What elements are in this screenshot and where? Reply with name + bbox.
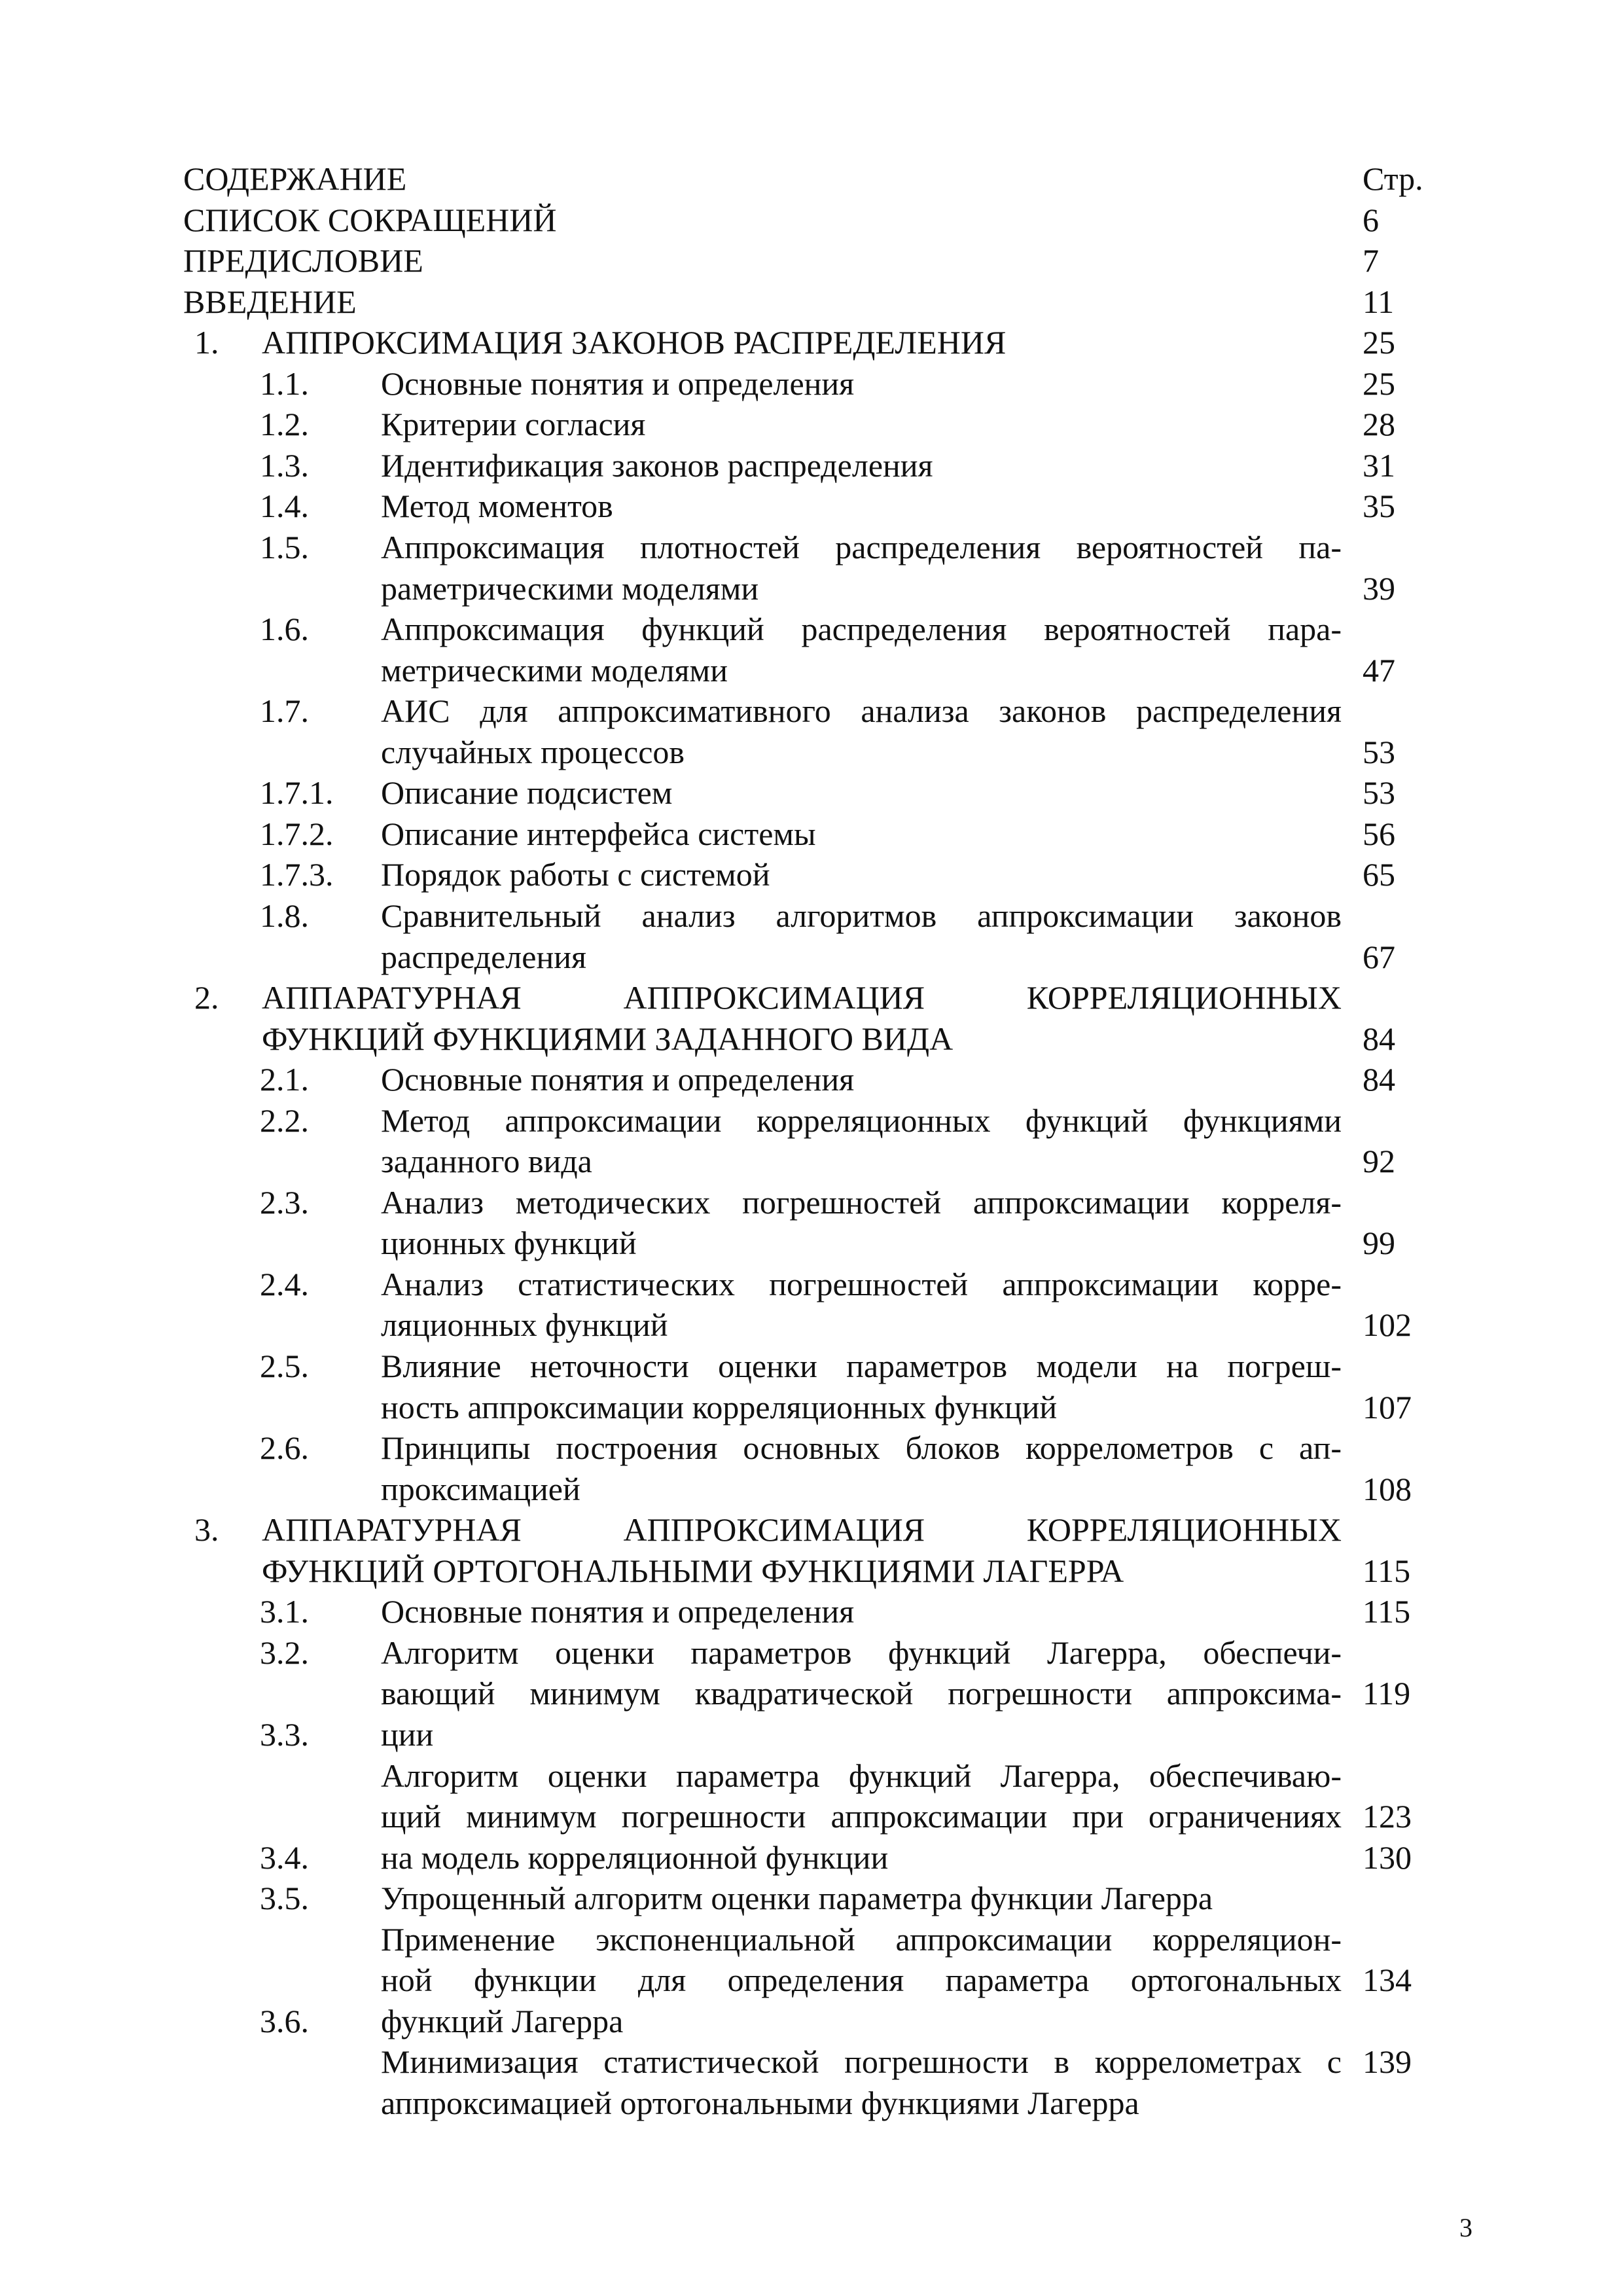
- toc-entry-title: на модель корреляционной функции: [381, 1839, 889, 1876]
- toc-entry-title: случайных процессов: [381, 733, 685, 770]
- toc-entry-title: Аппроксимация функций распределения вероятностей пара-: [381, 611, 1342, 648]
- toc-entry-title: аппроксимацией ортогональными функциями Лагерра: [381, 2084, 1139, 2121]
- toc-entry-title: метрическими моделями: [381, 651, 728, 689]
- toc-entry-title: Применение экспоненциальной аппроксимации корреляцион-: [381, 1920, 1342, 1958]
- toc-entry-page: 6: [1363, 201, 1379, 238]
- toc-entry-page: 84: [1363, 1061, 1395, 1098]
- toc-entry-number: 1.1.: [260, 365, 309, 402]
- toc-entry-title: Описание интерфейса системы: [381, 815, 816, 852]
- toc-entry-title: АППАРАТУРНАЯ АППРОКСИМАЦИЯ КОРРЕЛЯЦИОННЫХ: [262, 1511, 1342, 1549]
- toc-entry-page: 92: [1363, 1143, 1395, 1180]
- toc-entry-number: 1.7.3.: [260, 856, 334, 893]
- toc-entry-page: 25: [1363, 365, 1395, 402]
- toc-entry-page: 130: [1363, 1839, 1412, 1876]
- toc-entry-number: 1.7.1.: [260, 774, 334, 812]
- toc-entry-title: Порядок работы с системой: [381, 856, 770, 893]
- toc-entry-title: Описание подсистем: [381, 774, 673, 812]
- toc-entry-page: 53: [1363, 774, 1395, 812]
- toc-entry-title: Принципы построения основных блоков коррелометров с ап-: [381, 1429, 1342, 1467]
- toc-entry-number: 1.8.: [260, 897, 309, 934]
- toc-entry-page: 139: [1363, 2043, 1412, 2081]
- toc-entry-page: 99: [1363, 1225, 1395, 1262]
- toc-entry-page: 108: [1363, 1470, 1412, 1507]
- toc-entry-title: ПРЕДИСЛОВИЕ: [183, 242, 423, 279]
- toc-entry-page: 47: [1363, 651, 1395, 689]
- toc-entry-number: 3.3.: [260, 1715, 309, 1753]
- toc-entry-number: 1.7.: [260, 692, 309, 730]
- toc-heading-text: СОДЕРЖАНИЕ: [183, 160, 407, 197]
- toc-entry-title: Основные понятия и определения: [381, 365, 855, 402]
- toc-entry-page: 119: [1363, 1675, 1411, 1712]
- toc-entry-title: Влияние неточности оценки параметров модели на погреш-: [381, 1348, 1342, 1384]
- toc-entry-number: 2.3.: [260, 1183, 309, 1221]
- toc-page-header-text: Стр.: [1363, 160, 1423, 197]
- toc-entry-title: Анализ методических погрешностей аппроксимации корреля-: [381, 1183, 1342, 1221]
- toc-entry-title: АППАРАТУРНАЯ АППРОКСИМАЦИЯ КОРРЕЛЯЦИОННЫХ: [262, 979, 1342, 1016]
- toc-entry-title: АИС для аппроксимативного анализа законов распределения: [381, 692, 1342, 730]
- toc-entry-title: Метод моментов: [381, 488, 613, 525]
- toc-entry-number: 3.2.: [260, 1634, 309, 1671]
- toc-entry-page: 123: [1363, 1798, 1412, 1835]
- page-number: 3: [1459, 2213, 1472, 2242]
- toc-entry-number: 2.5.: [260, 1348, 309, 1384]
- toc-entry-number: 3.1.: [260, 1593, 309, 1630]
- toc-entry-page: 25: [1363, 324, 1395, 361]
- toc-entry-page: 31: [1363, 446, 1395, 484]
- toc-entry-title: ВВЕДЕНИЕ: [183, 283, 357, 320]
- toc-entry-title: щий минимум погрешности аппроксимации при ограничениях: [381, 1798, 1342, 1835]
- toc-entry-title: Упрощенный алгоритм оценки параметра функции Лагерра: [381, 1880, 1213, 1917]
- toc-entry-number: 3.6.: [260, 2002, 309, 2039]
- toc-entry-number: 3.5.: [260, 1880, 309, 1917]
- toc-entry-page: 102: [1363, 1306, 1412, 1344]
- toc-entry-page: 115: [1363, 1593, 1411, 1630]
- toc-entry-number: 1.4.: [260, 488, 309, 525]
- toc-entry-page: 134: [1363, 1962, 1412, 1999]
- toc-entry-title: заданного вида: [381, 1143, 592, 1180]
- toc-entry-number: 2.1.: [260, 1061, 309, 1098]
- toc-entry-number: 1.: [194, 324, 219, 361]
- toc-entry-number: 3.: [194, 1511, 219, 1549]
- toc-entry-page: 115: [1363, 1552, 1411, 1589]
- toc-entry-title: Критерии согласия: [381, 406, 646, 443]
- toc-entry-page: 7: [1363, 242, 1379, 279]
- toc-entry-title: вающий минимум квадратической погрешности аппроксима-: [381, 1675, 1342, 1712]
- toc-entry-title: СПИСОК СОКРАЩЕНИЙ: [183, 201, 557, 238]
- toc-entry-page: 35: [1363, 488, 1395, 525]
- toc-entry-page: 67: [1363, 938, 1395, 975]
- toc-entry-number: 2.2.: [260, 1102, 309, 1139]
- toc-entry-title: Метод аппроксимации корреляционных функций функциями: [381, 1102, 1342, 1139]
- toc-entry-page: 56: [1363, 815, 1395, 852]
- toc-entry-title: проксимацией: [381, 1470, 580, 1507]
- toc-entry-title: ционных функций: [381, 1225, 637, 1262]
- toc-entry-title: ФУНКЦИЙ ОРТОГОНАЛЬНЫМИ ФУНКЦИЯМИ ЛАГЕРРА: [262, 1552, 1124, 1589]
- toc-entry-title: ФУНКЦИЙ ФУНКЦИЯМИ ЗАДАННОГО ВИДА: [262, 1020, 954, 1057]
- toc-entry-number: 3.4.: [260, 1839, 309, 1876]
- toc-entry-page: 53: [1363, 733, 1395, 770]
- toc-entry-title: Основные понятия и определения: [381, 1593, 855, 1630]
- toc-entry-page: 39: [1363, 569, 1395, 607]
- toc-entry-number: 2.6.: [260, 1429, 309, 1467]
- toc-entry-title: распределения: [381, 938, 586, 975]
- toc-entry-number: 1.5.: [260, 529, 309, 565]
- toc-entry-number: 2.4.: [260, 1265, 309, 1302]
- toc-entry-title: функций Лагерра: [381, 2002, 624, 2039]
- toc-entry-title: Аппроксимация плотностей распределения вероятностей па-: [381, 529, 1342, 565]
- toc-entry-title: Основные понятия и определения: [381, 1061, 855, 1098]
- toc-entry-title: ность аппроксимации корреляционных функций: [381, 1388, 1058, 1426]
- toc-entry-title: Анализ статистических погрешностей аппроксимации корре-: [381, 1265, 1342, 1302]
- toc-entry-number: 2.: [194, 979, 219, 1016]
- toc-entry-page: 28: [1363, 406, 1395, 443]
- toc-entry-page: 65: [1363, 856, 1395, 893]
- toc-entry-title: АППРОКСИМАЦИЯ ЗАКОНОВ РАСПРЕДЕЛЕНИЯ: [262, 324, 1007, 361]
- toc-entry-title: ной функции для определения параметра ортогональных: [381, 1962, 1342, 1999]
- toc-entry-page: 11: [1363, 283, 1395, 320]
- toc-entry-title: Алгоритм оценки параметров функций Лагерра, обеспечи-: [381, 1634, 1342, 1671]
- toc-entry-number: 1.3.: [260, 446, 309, 484]
- toc-entry-page: 84: [1363, 1020, 1395, 1057]
- toc-entry-title: раметрическими моделями: [381, 569, 759, 607]
- toc-entry-title: Минимизация статистической погрешности в коррелометрах с: [381, 2043, 1342, 2081]
- toc-entry-number: 1.7.2.: [260, 815, 334, 852]
- toc-entry-number: 1.2.: [260, 406, 309, 443]
- toc-entry-title: ляционных функций: [381, 1306, 668, 1344]
- toc-entry-title: Сравнительный анализ алгоритмов аппроксимации законов: [381, 897, 1342, 934]
- toc-entry-title: Идентификация законов распределения: [381, 446, 933, 484]
- toc-entry-title: Алгоритм оценки параметра функций Лагерра, обеспечиваю-: [381, 1757, 1342, 1794]
- toc-entry-title: ции: [381, 1715, 434, 1753]
- toc-entry-number: 1.6.: [260, 611, 309, 648]
- toc-entry-page: 107: [1363, 1388, 1412, 1426]
